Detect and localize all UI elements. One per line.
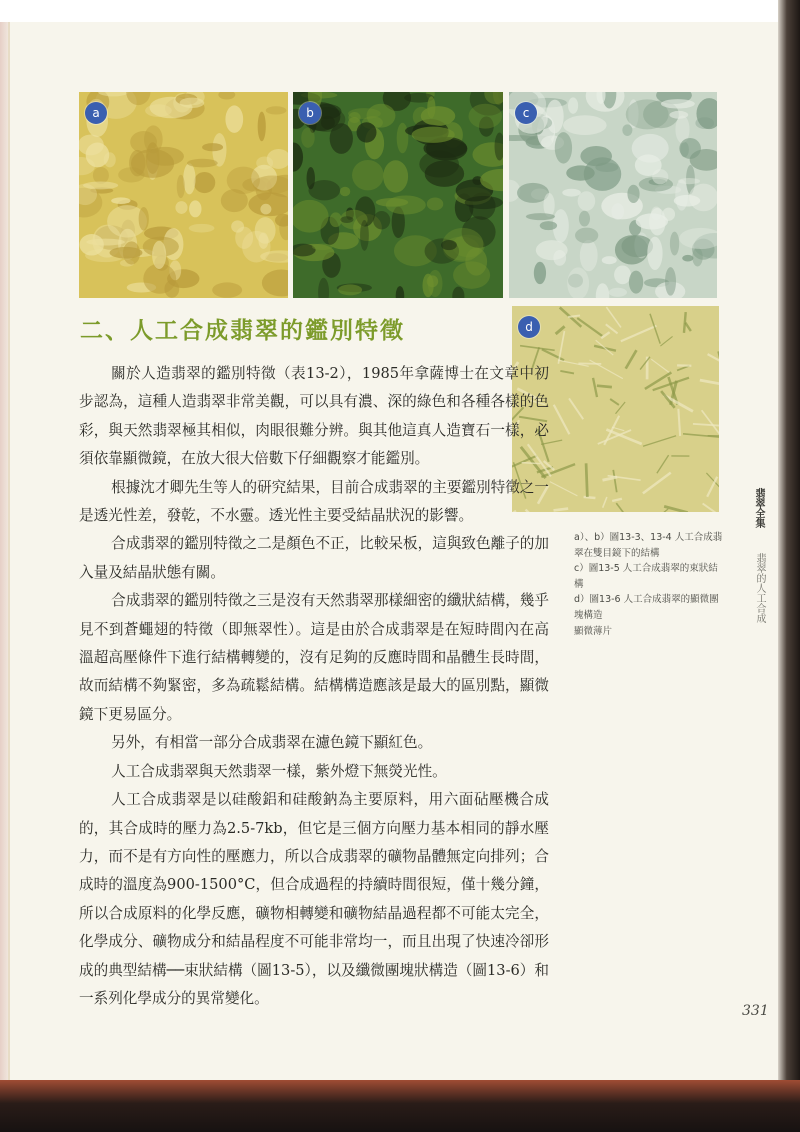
photo-texture-mark: [340, 216, 353, 223]
photo-texture-mark: [189, 200, 201, 217]
photo-texture-mark: [177, 175, 185, 198]
photo-texture-mark: [647, 237, 662, 270]
photo-texture-mark: [194, 172, 216, 193]
photo-texture-mark: [227, 167, 260, 194]
photo-texture-mark: [111, 197, 130, 204]
photo-texture-mark: [180, 98, 205, 108]
photo-texture-mark: [597, 386, 612, 387]
photo-texture-mark: [256, 157, 273, 170]
paragraph: 人工合成翡翠是以硅酸鋁和硅酸鈉為主要原料，用六面砧壓機合成的，其合成時的壓力為2.5-7kb，但它是三個方向壓力基本相同的靜水壓力，而不是有方向性的壓應力，所以合成翡翠的礦物晶體無定向排列；合成時的溫度為900-1500°C，但合成過程的持續時間很短，僅十幾分鐘，所以合成原料的化學反應，礦物相轉變和礦物結晶過程都不可能太完全，化學成分、礦物成分和結晶程度不可能非常均一，而且出現了快速冷卻形成的典型結構──束狀結構（圖13-5），以及纖微團塊狀構造（圖13-6）和一系列化學成分的異常變化。: [79, 791, 549, 1007]
photo-b-texture: [293, 92, 503, 298]
photo-c-label: c: [515, 102, 537, 124]
photo-texture-mark: [555, 132, 572, 163]
jadeite-photo-c: [509, 92, 717, 298]
photo-texture-mark: [212, 282, 242, 297]
photo-texture-mark: [330, 123, 353, 154]
body-text: [79, 360, 549, 1013]
photo-a-texture: [79, 92, 288, 298]
photo-texture-mark: [622, 124, 632, 136]
photo-texture-mark: [360, 220, 369, 251]
page-right-edge: [778, 0, 800, 1132]
photo-texture-mark: [145, 104, 172, 117]
page-number: 331: [742, 1003, 769, 1019]
photo-texture-mark: [553, 250, 566, 266]
photo-texture-mark: [383, 160, 408, 192]
photo-texture-mark: [225, 105, 243, 132]
photo-texture-mark: [554, 509, 569, 511]
book-bottom-edge: [0, 1080, 800, 1132]
paragraph: 根據沈才卿先生等人的研究結果，目前合成翡翠的主要鑑別特徵之一是透光性差，發乾，不水靈。透光性主要受結晶狀況的影響。: [79, 478, 549, 525]
photo-texture-mark: [678, 178, 700, 184]
photo-texture-mark: [562, 189, 581, 197]
photo-texture-mark: [139, 207, 149, 231]
photo-texture-mark: [627, 185, 639, 203]
photo-texture-mark: [266, 106, 287, 114]
photo-texture-mark: [412, 127, 455, 143]
photo-texture-mark: [175, 201, 187, 214]
photo-texture-mark: [421, 106, 456, 126]
photo-texture-mark: [79, 134, 104, 155]
photo-texture-mark: [373, 211, 390, 229]
photo-texture-mark: [338, 284, 362, 295]
photo-texture-mark: [580, 240, 598, 271]
running-book-title: 翡翠全集: [753, 488, 764, 528]
caption-line: d）圖13-6 人工合成翡翠的顯微團塊構造: [574, 594, 719, 621]
photo-texture-mark: [258, 112, 266, 142]
photo-texture-mark: [307, 167, 315, 189]
photo-texture-mark: [183, 163, 195, 194]
photo-texture-mark: [635, 154, 662, 176]
paragraph: 另外，有相當一部分合成翡翠在濾色鏡下顯紅色。: [111, 734, 433, 752]
paragraph: 合成翡翠的鑑別特徵之二是顏色不正，比較呆板，這與致色離子的加入量及結晶狀態有關。: [79, 535, 549, 581]
photo-texture-mark: [575, 228, 598, 244]
photo-texture-mark: [352, 160, 384, 190]
photo-texture-mark: [469, 104, 503, 129]
section-heading: 二、人工合成翡翠的鑑別特徵: [80, 318, 405, 344]
photo-texture-mark: [609, 288, 627, 297]
photo-texture-mark: [465, 196, 503, 209]
photo-texture-mark: [189, 224, 215, 233]
photo-texture-mark: [568, 97, 578, 113]
photo-texture-mark: [586, 463, 587, 497]
photo-d-label: d: [518, 316, 540, 338]
photo-texture-mark: [340, 187, 350, 196]
photo-texture-mark: [419, 151, 459, 178]
photo-texture-mark: [540, 221, 557, 230]
photo-texture-mark: [526, 213, 555, 220]
photo-texture-mark: [689, 184, 717, 212]
paragraph: 關於人造翡翠的鑑別特徵（表13-2），1985年拿薩博士在文章中初步認為，這種人造翡翠非常美觀，可以具有濃、深的綠色和各種各樣的色彩，與天然翡翠極其相似，肉眼很難分辨。與其他這真人造寶石一樣，必須依靠顯微鏡，在放大很大倍數下仔細觀察才能鑑別。: [79, 365, 549, 468]
photo-texture-mark: [682, 255, 693, 262]
paragraph: 合成翡翠的鑑別特徵之三是沒有天然翡翠那樣細密的纖狀結構，幾乎見不到蒼蠅翅的特徵（即無翠性）。這是由於合成翡翠是在短時間內在高溫超高壓條件下進行結構轉變的，沒有足夠的反應時間和晶體生長時間，故而結構不夠緊密，多為疏鬆結構。結構構造應該是最大的區別點，顯微鏡下更易區分。: [79, 592, 549, 723]
photo-texture-mark: [611, 203, 624, 220]
photo-texture-mark: [670, 232, 679, 256]
photo-a-label: a: [85, 102, 107, 124]
figure-caption: [574, 530, 724, 639]
photo-texture-mark: [679, 138, 701, 159]
photo-texture-mark: [636, 213, 668, 229]
photo-texture-mark: [104, 152, 116, 167]
photo-texture-mark: [578, 191, 596, 211]
photo-c-texture: [509, 92, 717, 298]
photo-texture-mark: [453, 261, 490, 288]
photo-texture-mark: [110, 247, 143, 259]
photo-texture-mark: [566, 165, 595, 180]
jadeite-photo-a: [79, 92, 288, 298]
photo-texture-mark: [534, 262, 546, 284]
photo-texture-mark: [187, 159, 218, 168]
photo-texture-mark: [147, 147, 184, 166]
photo-texture-mark: [397, 123, 409, 153]
photo-texture-mark: [427, 198, 443, 211]
photo-texture-mark: [629, 271, 643, 294]
photo-texture-mark: [93, 167, 109, 184]
caption-line: c）圖13-5 人工合成翡翠的束狀結構: [574, 563, 718, 590]
photo-texture-mark: [602, 256, 617, 264]
photo-b-label: b: [299, 102, 321, 124]
photo-texture-mark: [255, 217, 276, 244]
photo-texture-mark: [260, 204, 271, 215]
photo-texture-mark: [614, 265, 631, 284]
photo-texture-mark: [202, 143, 223, 151]
photo-texture-mark: [563, 115, 607, 135]
running-chapter-title: 翡翠的人工合成: [754, 553, 765, 623]
photo-texture-mark: [357, 122, 377, 142]
photo-texture-mark: [441, 240, 457, 250]
jadeite-photo-b: [293, 92, 503, 298]
photo-texture-mark: [684, 312, 686, 333]
photo-texture-mark: [301, 128, 315, 148]
photo-texture-mark: [427, 96, 435, 118]
photo-texture-mark: [595, 163, 618, 172]
photo-texture-mark: [386, 195, 426, 214]
caption-line: a）、b）圖13-3、13-4 人工合成翡翠在雙目鏡下的結構: [574, 532, 723, 559]
paragraph: 人工合成翡翠與天然翡翠一樣，紫外燈下無熒光性。: [111, 762, 447, 780]
caption-line: 顯微薄片: [574, 625, 613, 637]
photo-texture-mark: [584, 497, 596, 498]
photo-texture-mark: [423, 274, 434, 298]
photo-texture-mark: [665, 267, 676, 295]
photo-texture-mark: [152, 241, 166, 269]
photo-texture-mark: [312, 244, 333, 251]
photo-texture-mark: [579, 211, 590, 227]
photo-texture-mark: [661, 99, 695, 108]
